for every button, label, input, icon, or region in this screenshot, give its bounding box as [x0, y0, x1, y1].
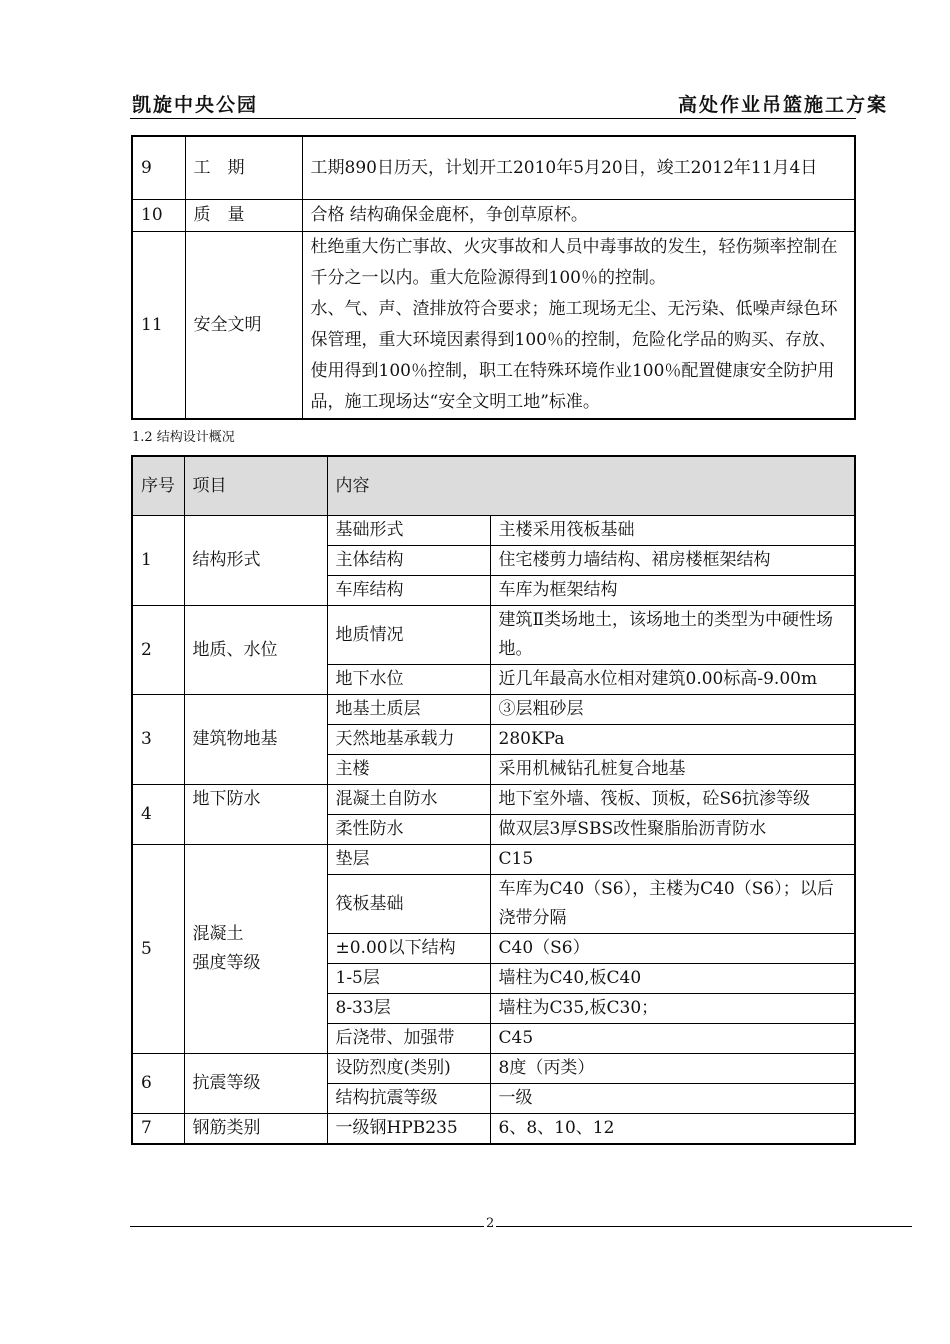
row-value: 采用机械钻孔桩复合地基	[490, 755, 855, 785]
content-paragraph: 杜绝重大伤亡事故、火灾事故和人员中毒事故的发生，轻伤频率控制在千分之一以内。重大危险源得到100％的控制。	[310, 237, 838, 288]
row-key: 后浇带、加强带	[327, 1024, 490, 1054]
group-item: 钢筋类别	[184, 1114, 327, 1145]
group-item: 地质、水位	[184, 606, 327, 695]
row-value: 墙柱为C35,板C30；	[490, 994, 855, 1024]
row-item: 工 期	[185, 136, 302, 200]
row-key: ±0.00以下结构	[327, 934, 490, 964]
row-number: 10	[132, 200, 185, 232]
row-key: 筏板基础	[327, 875, 490, 934]
group-item: 建筑物地基	[184, 695, 327, 785]
row-value: 车库为C40（S6），主楼为C40（S6）；以后浇带分隔	[490, 875, 855, 934]
group-number: 2	[132, 606, 184, 695]
row-value: 280KPa	[490, 725, 855, 755]
row-key: 混凝土自防水	[327, 785, 490, 815]
group-number: 6	[132, 1054, 184, 1114]
group-item	[184, 845, 327, 1054]
table-row	[132, 695, 855, 725]
group-number: 5	[132, 845, 184, 1054]
row-value: 建筑Ⅱ类场地土，该场地土的类型为中硬性场地。	[490, 606, 855, 665]
row-content	[302, 232, 855, 420]
section-title: 1.2 结构设计概况	[132, 430, 235, 445]
footer-rule	[130, 1226, 912, 1227]
row-key: 天然地基承载力	[327, 725, 490, 755]
table-header-row	[132, 456, 855, 516]
group-item-line: 强度等级	[192, 953, 261, 973]
row-value: 6、8、10、12	[490, 1114, 855, 1145]
header-rule	[130, 118, 856, 119]
row-value: 近几年最高水位相对建筑0.00标高-9.00m	[490, 665, 855, 695]
table-row	[132, 1114, 855, 1145]
row-key: 一级钢HPB235	[327, 1114, 490, 1145]
table-row	[132, 606, 855, 665]
header-content: 内容	[327, 456, 855, 516]
group-item-line: 混凝土	[192, 924, 244, 944]
row-key: 地下水位	[327, 665, 490, 695]
row-key: 1-5层	[327, 964, 490, 994]
row-number: 11	[132, 232, 185, 420]
group-item: 抗震等级	[184, 1054, 327, 1114]
row-value: 一级	[490, 1084, 855, 1114]
row-value: C15	[490, 845, 855, 875]
group-item: 结构形式	[184, 516, 327, 606]
row-value: 墙柱为C40,板C40	[490, 964, 855, 994]
row-value: 做双层3厚SBS改性聚脂胎沥青防水	[490, 815, 855, 845]
header-item: 项目	[184, 456, 327, 516]
group-number: 1	[132, 516, 184, 606]
page-number: 2	[486, 1216, 495, 1231]
row-key: 地质情况	[327, 606, 490, 665]
group-number: 4	[132, 785, 184, 845]
row-key: 主楼	[327, 755, 490, 785]
row-value: 8度（丙类）	[490, 1054, 855, 1084]
row-value: C40（S6）	[490, 934, 855, 964]
row-value: C45	[490, 1024, 855, 1054]
row-key: 8-33层	[327, 994, 490, 1024]
row-key: 车库结构	[327, 576, 490, 606]
row-key: 垫层	[327, 845, 490, 875]
table-row	[132, 136, 855, 200]
group-number: 3	[132, 695, 184, 785]
row-content: 工期890日历天，计划开工2010年5月20日，竣工2012年11月4日	[302, 136, 855, 200]
row-item: 安全文明	[185, 232, 302, 420]
table-row	[132, 1054, 855, 1084]
table-row	[132, 785, 855, 815]
row-item: 质 量	[185, 200, 302, 232]
structure-design-table	[131, 455, 856, 1145]
table-row	[132, 845, 855, 875]
header-project-name: 凯旋中央公园	[132, 94, 259, 116]
group-item: 地下防水	[184, 785, 327, 845]
row-key: 地基土质层	[327, 695, 490, 725]
row-value: 主楼采用筏板基础	[490, 516, 855, 546]
header-document-title: 高处作业吊篮施工方案	[677, 94, 888, 116]
row-value: ③层粗砂层	[490, 695, 855, 725]
row-content: 合格 结构确保金鹿杯，争创草原杯。	[302, 200, 855, 232]
row-value: 车库为框架结构	[490, 576, 855, 606]
row-value: 住宅楼剪力墙结构、裙房楼框架结构	[490, 546, 855, 576]
content-paragraph: 水、气、声、渣排放符合要求；施工现场无尘、无污染、低噪声绿色环保管理，重大环境因素得到100％的控制，危险化学品的购买、存放、使用得到100％控制，职工在特殊环境作业100％配置健康安全防护用品，施工现场达“安全文明工地”标准。	[310, 299, 838, 412]
table-row	[132, 516, 855, 546]
header-number: 序号	[132, 456, 184, 516]
row-key: 柔性防水	[327, 815, 490, 845]
row-value: 地下室外墙、筏板、顶板，砼S6抗渗等级	[490, 785, 855, 815]
table-row	[132, 232, 855, 420]
row-key: 结构抗震等级	[327, 1084, 490, 1114]
row-number: 9	[132, 136, 185, 200]
group-number: 7	[132, 1114, 184, 1145]
table-row	[132, 200, 855, 232]
project-overview-table	[131, 135, 856, 420]
row-key: 主体结构	[327, 546, 490, 576]
row-key: 基础形式	[327, 516, 490, 546]
row-key: 设防烈度(类别)	[327, 1054, 490, 1084]
